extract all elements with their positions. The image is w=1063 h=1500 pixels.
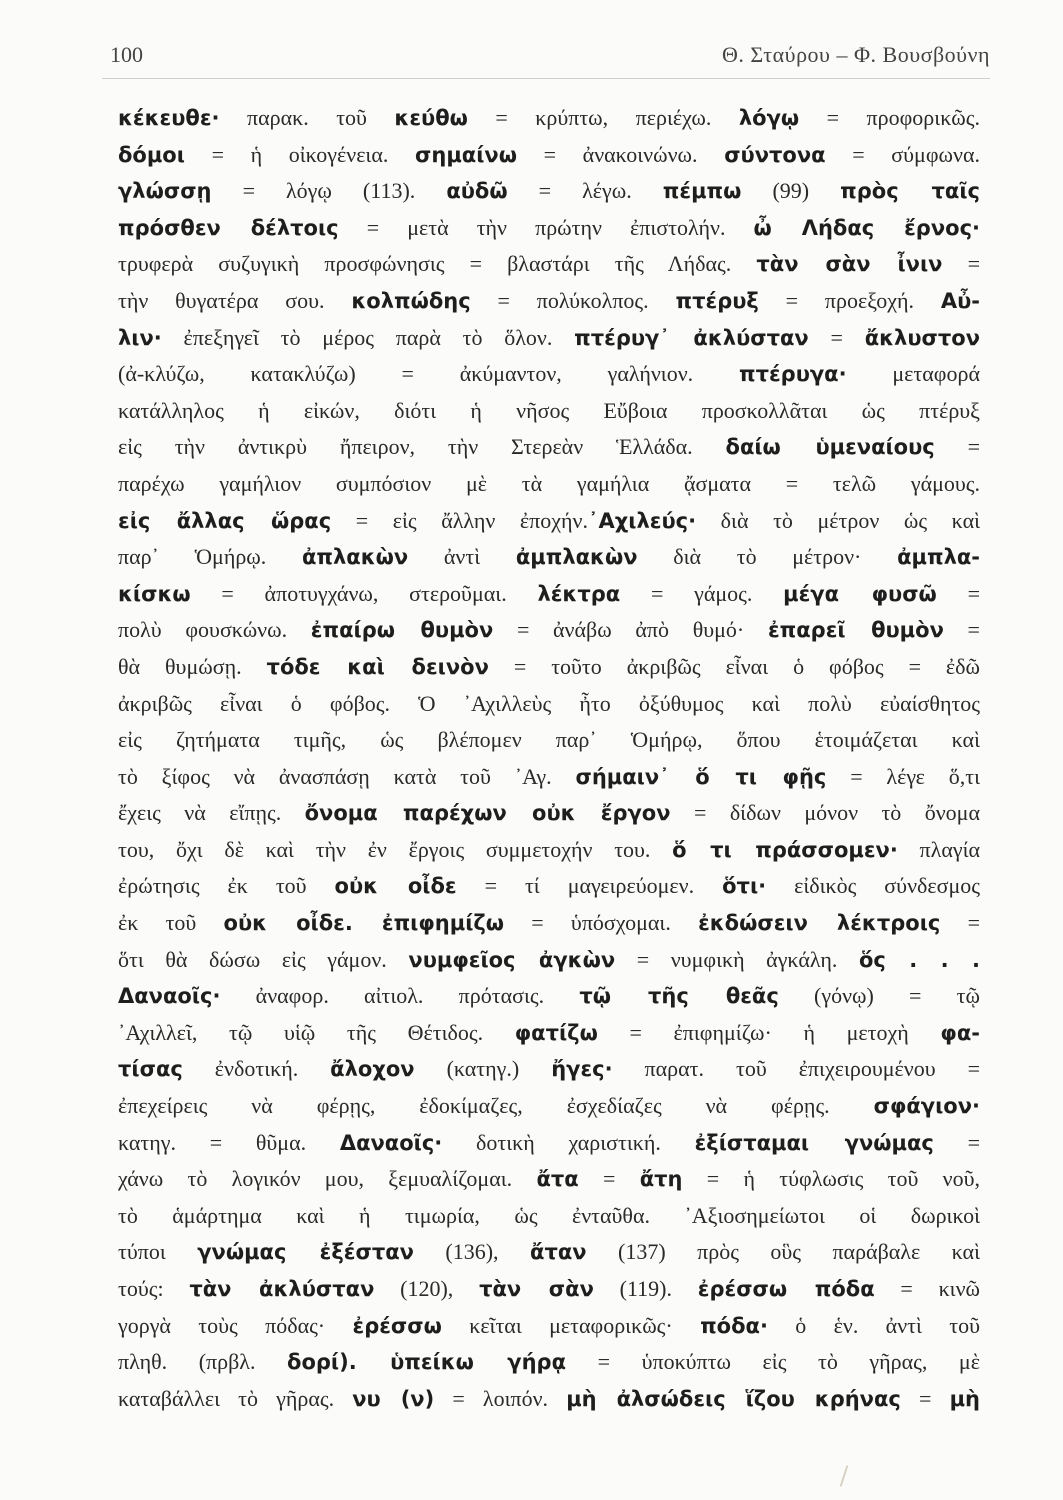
page-number: 100	[110, 42, 143, 67]
gloss-text: ᾽Αχιλλεῖ, τῷ υἱῷ τῆς Θέτιδος.	[118, 1019, 515, 1045]
gloss-text: (120),	[374, 1276, 480, 1301]
gloss-text: παρέχω γαμήλιον συμπόσιον μὲ τὰ γαμήλια ᾄσματα = τελῶ γάμους.	[118, 470, 980, 496]
text-line	[118, 978, 980, 1015]
gloss-text: = κρύπτω, περιέχω.	[467, 105, 739, 130]
gloss-text: καταβάλλει τὸ γῆρας.	[118, 1385, 353, 1411]
gloss-text: πλαγία	[897, 836, 980, 862]
gloss-text: =	[933, 1129, 980, 1155]
headword: οὐκ οἶδε	[334, 874, 457, 899]
text-line	[118, 100, 980, 137]
text-line	[118, 320, 980, 357]
headword: σήμαιν᾽ ὅ τι φῇς	[575, 764, 827, 789]
text-line	[118, 759, 980, 796]
headword: δαίω ὑμεναίους	[725, 435, 935, 460]
gloss-text: εἰς ζητήματα τιμῆς, ὡς βλέπομεν παρ᾽ Ὁμήρῳ, ὅπου ἑτοιμάζεται καὶ	[118, 727, 980, 753]
gloss-text: = προφορικῶς.	[799, 105, 980, 130]
headword: κέκευθε·	[118, 106, 220, 130]
headword: πρὸς ταῖς	[840, 179, 980, 204]
headword: κολπώδης	[351, 288, 471, 313]
headword: μὴ ἀλσώδεις ἵζου κρήνας	[566, 1386, 901, 1411]
headword: ἄκλυστον	[864, 325, 980, 350]
gloss-text: γοργὰ τοὺς πόδας·	[118, 1312, 353, 1338]
headword: κεύθω	[394, 106, 468, 130]
gloss-text: τὸ ἁμάρτημα καὶ ἡ τιμωρία, ὡς ἐνταῦθα. ᾽Αξιοσημείωτοι οἱ δωρικοὶ	[118, 1202, 980, 1228]
gloss-text: =	[934, 434, 980, 460]
text-line	[118, 356, 980, 393]
gloss-text: του, ὄχι δὲ καὶ τὴν ἐν ἔργοις συμμετοχήν του.	[118, 836, 673, 862]
gloss-text: ἀκριβῶς εἶναι ὁ φόβος. Ὁ ᾽Αχιλλεὺς ἦτο ὀξύθυμος καὶ πολὺ εὐαίσθητος	[118, 690, 980, 716]
gloss-text: = ἐπιφημίζω· ἡ μετοχὴ	[597, 1019, 941, 1045]
gloss-text: ἀντὶ	[408, 544, 516, 570]
gloss-text: =	[943, 617, 980, 643]
headword: Δαναοῖς·	[339, 1130, 443, 1155]
headword: ἀμπλα-	[897, 545, 980, 570]
gloss-text: (137) πρὸς οὓς παράβαλε καὶ	[586, 1239, 980, 1265]
text-line	[118, 503, 980, 540]
headword: ὅς . . .	[858, 947, 980, 972]
text-line	[118, 466, 980, 503]
gloss-text: ἐνδοτική.	[182, 1056, 331, 1082]
headword: Αὖ-	[940, 288, 980, 313]
commentary-text	[118, 100, 980, 1417]
headword: οὐκ οἶδε. ἐπιφημίζω	[223, 911, 505, 936]
gloss-text: μεταφορά	[846, 361, 980, 387]
headword: πρόσθεν δέλτοις	[118, 215, 339, 240]
headword: φα-	[940, 1020, 980, 1045]
headword: ᾽Αχιλεύς·	[588, 508, 697, 533]
gloss-text: θὰ θυμώσῃ.	[118, 653, 267, 679]
gloss-text: εἰς τὴν ἀντικρὺ ἤπειρον, τὴν Στερεὰν Ἑλλάδα.	[118, 434, 726, 460]
headword: ἐρέσσω	[352, 1313, 442, 1338]
gloss-text: κεῖται μεταφορικῶς·	[441, 1312, 701, 1338]
text-line	[118, 832, 980, 869]
headword: αὐδῶ	[446, 179, 508, 204]
headword: ὦ Λήδας ἔρνος·	[753, 215, 980, 240]
gloss-text: διὰ τὸ μέτρον·	[637, 544, 898, 570]
pencil-mark	[840, 1465, 849, 1487]
headword: τὰν σὰν ἶνιν	[756, 252, 943, 277]
text-line	[118, 1344, 980, 1381]
gloss-text: κατηγ. = θῦμα.	[118, 1129, 340, 1155]
gloss-text: = δίδων μόνον τὸ ὄνομα	[670, 800, 980, 826]
text-line	[118, 612, 980, 649]
gloss-text: =	[900, 1385, 950, 1411]
gloss-text: (κατηγ.)	[414, 1056, 552, 1082]
gloss-text: = εἰς ἄλλην ἐποχήν.	[331, 507, 588, 533]
gloss-text: =	[578, 1166, 640, 1192]
text-line	[118, 429, 980, 466]
headword: τίσας	[118, 1057, 183, 1082]
headword: πόδα·	[700, 1313, 768, 1338]
gloss-text: = ἡ οἰκογένεια.	[184, 141, 416, 167]
headword: πτέρυγα·	[738, 362, 847, 387]
headword: λέκτρα	[537, 581, 621, 606]
gloss-text: ἐπεχείρεις νὰ φέρῃς, ἐδοκίμαζες, ἐσχεδίαζες νὰ φέρῃς.	[118, 1093, 874, 1119]
headword: νυμφεῖος ἀγκὼν	[408, 947, 616, 972]
gloss-text: = ἡ τύφλωσις τοῦ νοῦ,	[682, 1166, 980, 1192]
text-line	[118, 1161, 980, 1198]
gloss-text: (136),	[413, 1239, 531, 1265]
gloss-text: τούς:	[118, 1276, 190, 1301]
gloss-text: = νυμφικὴ ἀγκάλη.	[615, 946, 859, 972]
text-line	[118, 868, 980, 905]
headword: μέγα φυσῶ	[783, 581, 937, 606]
gloss-text: = πολύκολπος.	[470, 287, 676, 313]
text-line	[118, 137, 980, 174]
headword: ἄταν	[530, 1240, 587, 1265]
headword: νυ (ν)	[352, 1386, 435, 1411]
gloss-text: = τοῦτο ἀκριβῶς εἶναι ὁ φόβος = ἐδῶ	[488, 653, 980, 679]
headword: τῷ τῆς θεᾶς	[579, 984, 779, 1009]
gloss-text: = ἀποτυγχάνω, στεροῦμαι.	[190, 580, 538, 606]
gloss-text: = ὑποκύπτω εἰς τὸ γῆρας, μὲ	[566, 1349, 980, 1375]
headword: ὅ τι πράσσομεν·	[672, 837, 898, 862]
gloss-text: (ἀ-κλύζω, κατακλύζω) = ἀκύμαντον, γαλήνιον.	[118, 361, 739, 387]
gloss-text: = λοιπόν.	[434, 1385, 567, 1411]
headword: ἀπλακὼν	[301, 545, 409, 570]
text-line	[118, 246, 980, 283]
header-rule	[102, 78, 990, 79]
headword: ἐπαρεῖ θυμὸν	[767, 618, 944, 643]
text-line	[118, 686, 980, 723]
gloss-text: ἔχεις νὰ εἴπῃς.	[118, 800, 305, 826]
headword: γνώμας ἐξέσταν	[197, 1240, 414, 1265]
text-line	[118, 210, 980, 247]
headword: ἐξίσταμαι γνώμας	[694, 1130, 934, 1155]
gloss-text: = τί μαγειρεύομεν.	[456, 873, 723, 899]
text-line	[118, 1015, 980, 1052]
gloss-text: (γόνῳ) = τῷ	[778, 983, 980, 1009]
gloss-text: ὅτι θὰ δώσω εἰς γάμον.	[118, 946, 409, 972]
gloss-text: εἰδικὸς σύνδεσμος	[766, 873, 980, 899]
gloss-text: χάνω τὸ λογικόν μου, ξεμυαλίζομαι.	[118, 1166, 537, 1192]
gloss-text: τὴν θυγατέρα σου.	[118, 287, 352, 313]
gloss-text: παρ᾽ Ὁμήρῳ.	[118, 544, 302, 570]
gloss-text: = λέγε ὅ,τι	[826, 763, 980, 789]
text-line	[118, 1271, 980, 1308]
gloss-text: ἀναφορ. αἰτιολ. πρότασις.	[220, 983, 580, 1009]
gloss-text: = ἀνακοινώνω.	[516, 141, 725, 167]
text-line	[118, 1308, 980, 1345]
headword: γλώσσῃ	[118, 179, 212, 204]
headword: μὴ	[949, 1386, 980, 1411]
gloss-text: = ἀνάβω ἀπὸ θυμό·	[493, 617, 768, 643]
headword: ἀμπλακὼν	[515, 545, 638, 570]
gloss-text: = λέγω.	[507, 178, 663, 204]
gloss-text: πληθ. (πρβλ.	[118, 1349, 288, 1375]
page-header	[102, 36, 990, 78]
headword: δόμοι	[118, 142, 185, 167]
headword: ἄλοχον	[330, 1057, 415, 1082]
gloss-text: ἐρώτησις ἐκ τοῦ	[118, 873, 335, 899]
headword: πτέρυγ᾽ ἀκλύσταν	[574, 325, 809, 350]
headword: πέμπω	[662, 179, 742, 204]
gloss-text: = γάμος.	[620, 580, 784, 606]
headword: ἤγες·	[551, 1057, 613, 1082]
text-line	[118, 1198, 980, 1235]
headword: πτέρυξ	[675, 288, 759, 313]
gloss-text: =	[936, 580, 980, 606]
text-line	[118, 283, 980, 320]
gloss-text: ἐκ τοῦ	[118, 910, 224, 936]
text-line	[118, 393, 980, 430]
text-line	[118, 795, 980, 832]
gloss-text: διὰ τὸ μέτρον ὡς καὶ	[696, 507, 980, 533]
headword: λόγῳ	[738, 106, 800, 130]
headword: τὰν ἀκλύσταν	[189, 1277, 375, 1301]
gloss-text: ἐπεξηγεῖ τὸ μέρος παρὰ τὸ ὅλον.	[161, 324, 575, 350]
gloss-text: τρυφερὰ συζυγικὴ προσφώνησις = βλαστάρι τῆς Λήδας.	[118, 251, 757, 277]
gloss-text: = λόγῳ (113).	[211, 178, 447, 204]
gloss-text: τύποι	[118, 1239, 198, 1265]
headword: ὅτι·	[722, 874, 767, 899]
gloss-text: ὁ ἑν. ἀντὶ τοῦ	[767, 1312, 980, 1338]
headword: ἄτη	[639, 1167, 683, 1192]
headword: σύντονα	[724, 142, 826, 167]
text-line	[118, 1234, 980, 1271]
headword: τόδε καὶ δεινὸν	[266, 654, 489, 679]
text-line	[118, 649, 980, 686]
headword: ὄνομα παρέχων οὐκ ἔργον	[304, 801, 671, 826]
gloss-text: τὸ ξίφος νὰ ἀνασπάσῃ κατὰ τοῦ ᾽Αγ.	[118, 763, 576, 789]
gloss-text: =	[808, 324, 865, 350]
text-line	[118, 576, 980, 613]
headword: φατίζω	[514, 1020, 598, 1045]
text-line	[118, 539, 980, 576]
gloss-text: παρατ. τοῦ ἐπιχειρουμένου =	[612, 1056, 980, 1082]
headword: ἐκδώσειν λέκτροις	[698, 911, 941, 936]
headword: σημαίνω	[415, 142, 517, 167]
text-line	[118, 173, 980, 210]
gloss-text: = προεξοχή.	[758, 287, 941, 313]
gloss-text: =	[942, 251, 980, 277]
gloss-text: = σύμφωνα.	[825, 141, 980, 167]
gloss-text: (119).	[593, 1276, 698, 1301]
headword: τὰν σὰν	[479, 1277, 594, 1301]
gloss-text: παρακ. τοῦ	[219, 105, 395, 130]
headword: ἄτα	[536, 1167, 579, 1192]
headword: λιν·	[118, 325, 162, 350]
text-line	[118, 942, 980, 979]
text-line	[118, 1381, 980, 1418]
headword: Δαναοῖς·	[118, 984, 221, 1009]
headword: δορί). ὑπείκω γήρᾳ	[287, 1350, 567, 1375]
running-head: Θ. Σταύρου – Φ. Βουσβούνη	[722, 42, 990, 67]
text-line	[118, 1125, 980, 1162]
gloss-text: =	[940, 910, 980, 936]
headword: σφάγιον·	[873, 1094, 980, 1119]
gloss-text: = κινῶ	[874, 1276, 980, 1301]
headword: εἰς ἄλλας ὥρας	[118, 508, 332, 533]
gloss-text: (99)	[741, 178, 841, 204]
gloss-text: κατάλληλος ἡ εἰκών, διότι ἡ νῆσος Εὔβοια προσκολλᾶται ὡς πτέρυξ	[118, 397, 980, 423]
text-line	[118, 905, 980, 942]
text-line	[118, 722, 980, 759]
text-line	[118, 1051, 980, 1088]
gloss-text: = ὑπόσχομαι.	[504, 910, 699, 936]
gloss-text: πολὺ φουσκώνω.	[118, 617, 311, 643]
headword: ἐπαίρω θυμὸν	[310, 618, 494, 643]
headword: κίσκω	[118, 581, 191, 606]
headword: ἐρέσσω πόδα	[697, 1277, 875, 1301]
text-line	[118, 1088, 980, 1125]
gloss-text: = μετὰ τὴν πρώτην ἐπιστολήν.	[338, 214, 754, 240]
gloss-text: δοτικὴ χαριστική.	[442, 1129, 695, 1155]
